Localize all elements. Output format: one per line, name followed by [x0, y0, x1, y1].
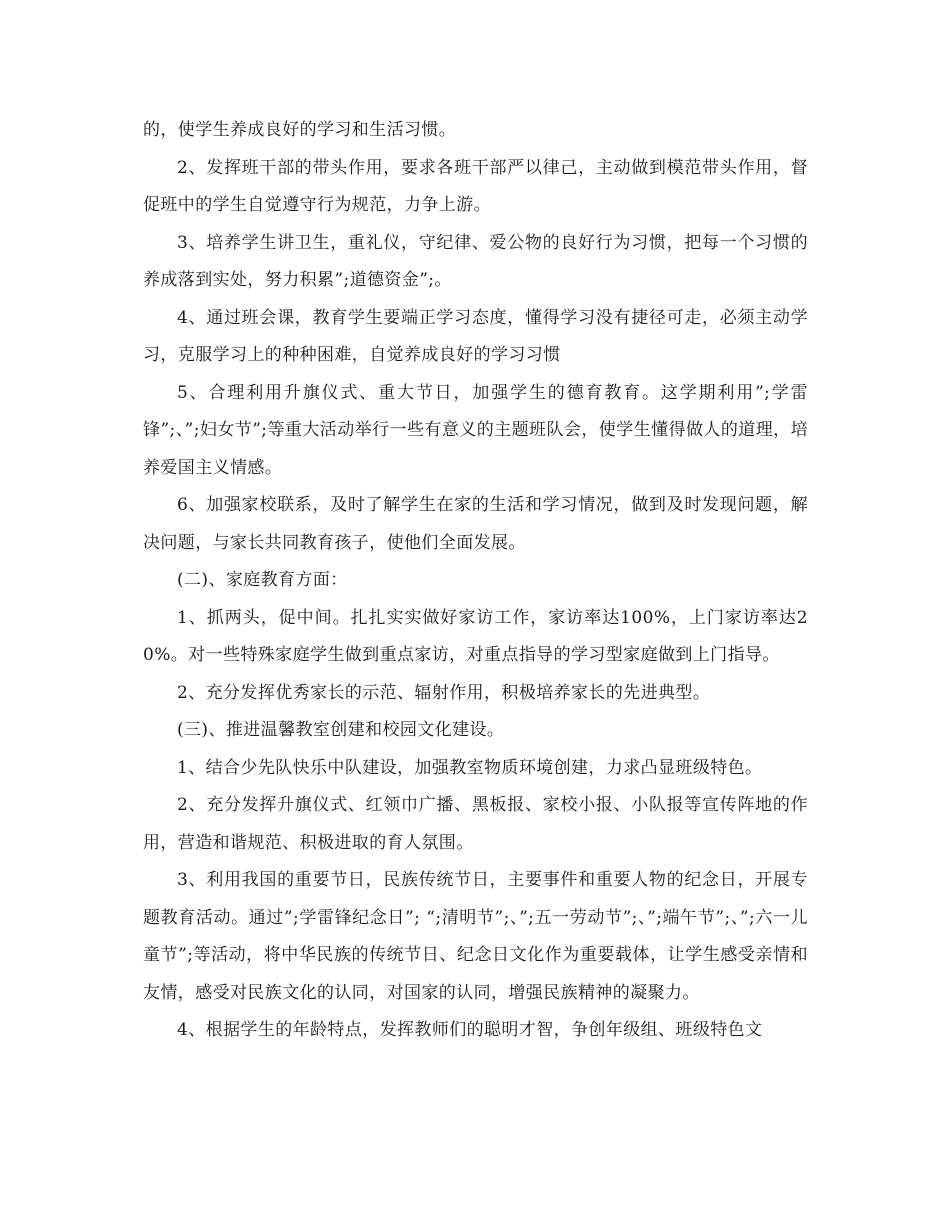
paragraph-class-leaders: 2、发挥班干部的带头作用，要求各班干部严以律己，主动做到模范带头作用，督促班中的学生自觉遵守行为规范，力争上游。	[143, 157, 808, 215]
section-heading-campus-culture: (三)、推进温馨教室创建和校园文化建设。	[177, 720, 505, 740]
section-heading-family-education: (二)、家庭教育方面：	[177, 570, 348, 590]
paragraph-hygiene-habits: 3、培养学生讲卫生，重礼仪，守纪律、爱公物的良好行为习惯，把每一个习惯的养成落到实处，努力积累”;道德资金”;。	[143, 232, 808, 290]
paragraph-squad-building: 1、结合少先队快乐中队建设，加强教室物质环境创建，力求凸显班级特色。	[177, 757, 763, 778]
paragraph-class-meeting: 4、通过班会课，教育学生要端正学习态度，懂得学习没有捷径可走，必须主动学习，克服学习上的种种困难，自觉养成良好的学习习惯	[143, 307, 808, 365]
paragraph-home-school: 6、加强家校联系，及时了解学生在家的生活和学习情况，做到及时发现问题，解决问题，与家长共同教育孩子，使他们全面发展。	[143, 495, 808, 553]
paragraph-publicity: 2、充分发挥升旗仪式、红领巾广播、黑板报、家校小报、小队报等宣传阵地的作用，营造和谐规范、积极进取的育人氛围。	[143, 795, 808, 853]
paragraph-age-features: 4、根据学生的年龄特点，发挥教师们的聪明才智，争创年级组、班级特色文	[177, 1020, 763, 1040]
paragraph-continuation: 的，使学生养成良好的学习和生活习惯。	[143, 120, 457, 140]
paragraph-festivals: 3、利用我国的重要节日，民族传统节日，主要事件和重要人物的纪念日，开展专题教育活动。通过”;学雷锋纪念日”; “;清明节”;、”;五一劳动节”;、”;端午节”;、”;六一儿童节”;等活动，将中华民族的传统节日、纪念日文化作为重要载体，让学生感受亲情和友情，感受对民族文化的认同，对国家的认同，增强民族精神的凝聚力。	[143, 870, 808, 1003]
paragraph-home-visits: 1、抓两头，促中间。扎扎实实做好家访工作，家访率达100%，上门家访率达20%。对一些特殊家庭学生做到重点家访，对重点指导的学习型家庭做到上门指导。	[143, 607, 808, 665]
paragraph-parent-models: 2、充分发挥优秀家长的示范、辐射作用，积极培养家长的先进典型。	[177, 682, 711, 703]
paragraph-flag-ceremony: 5、合理利用升旗仪式、重大节日，加强学生的德育教育。这学期利用”;学雷锋”;、”;妇女节”;等重大活动举行一些有意义的主题班队会，使学生懂得做人的道理，培养爱国主义情感。	[143, 382, 808, 478]
document-body	[143, 112, 808, 1050]
